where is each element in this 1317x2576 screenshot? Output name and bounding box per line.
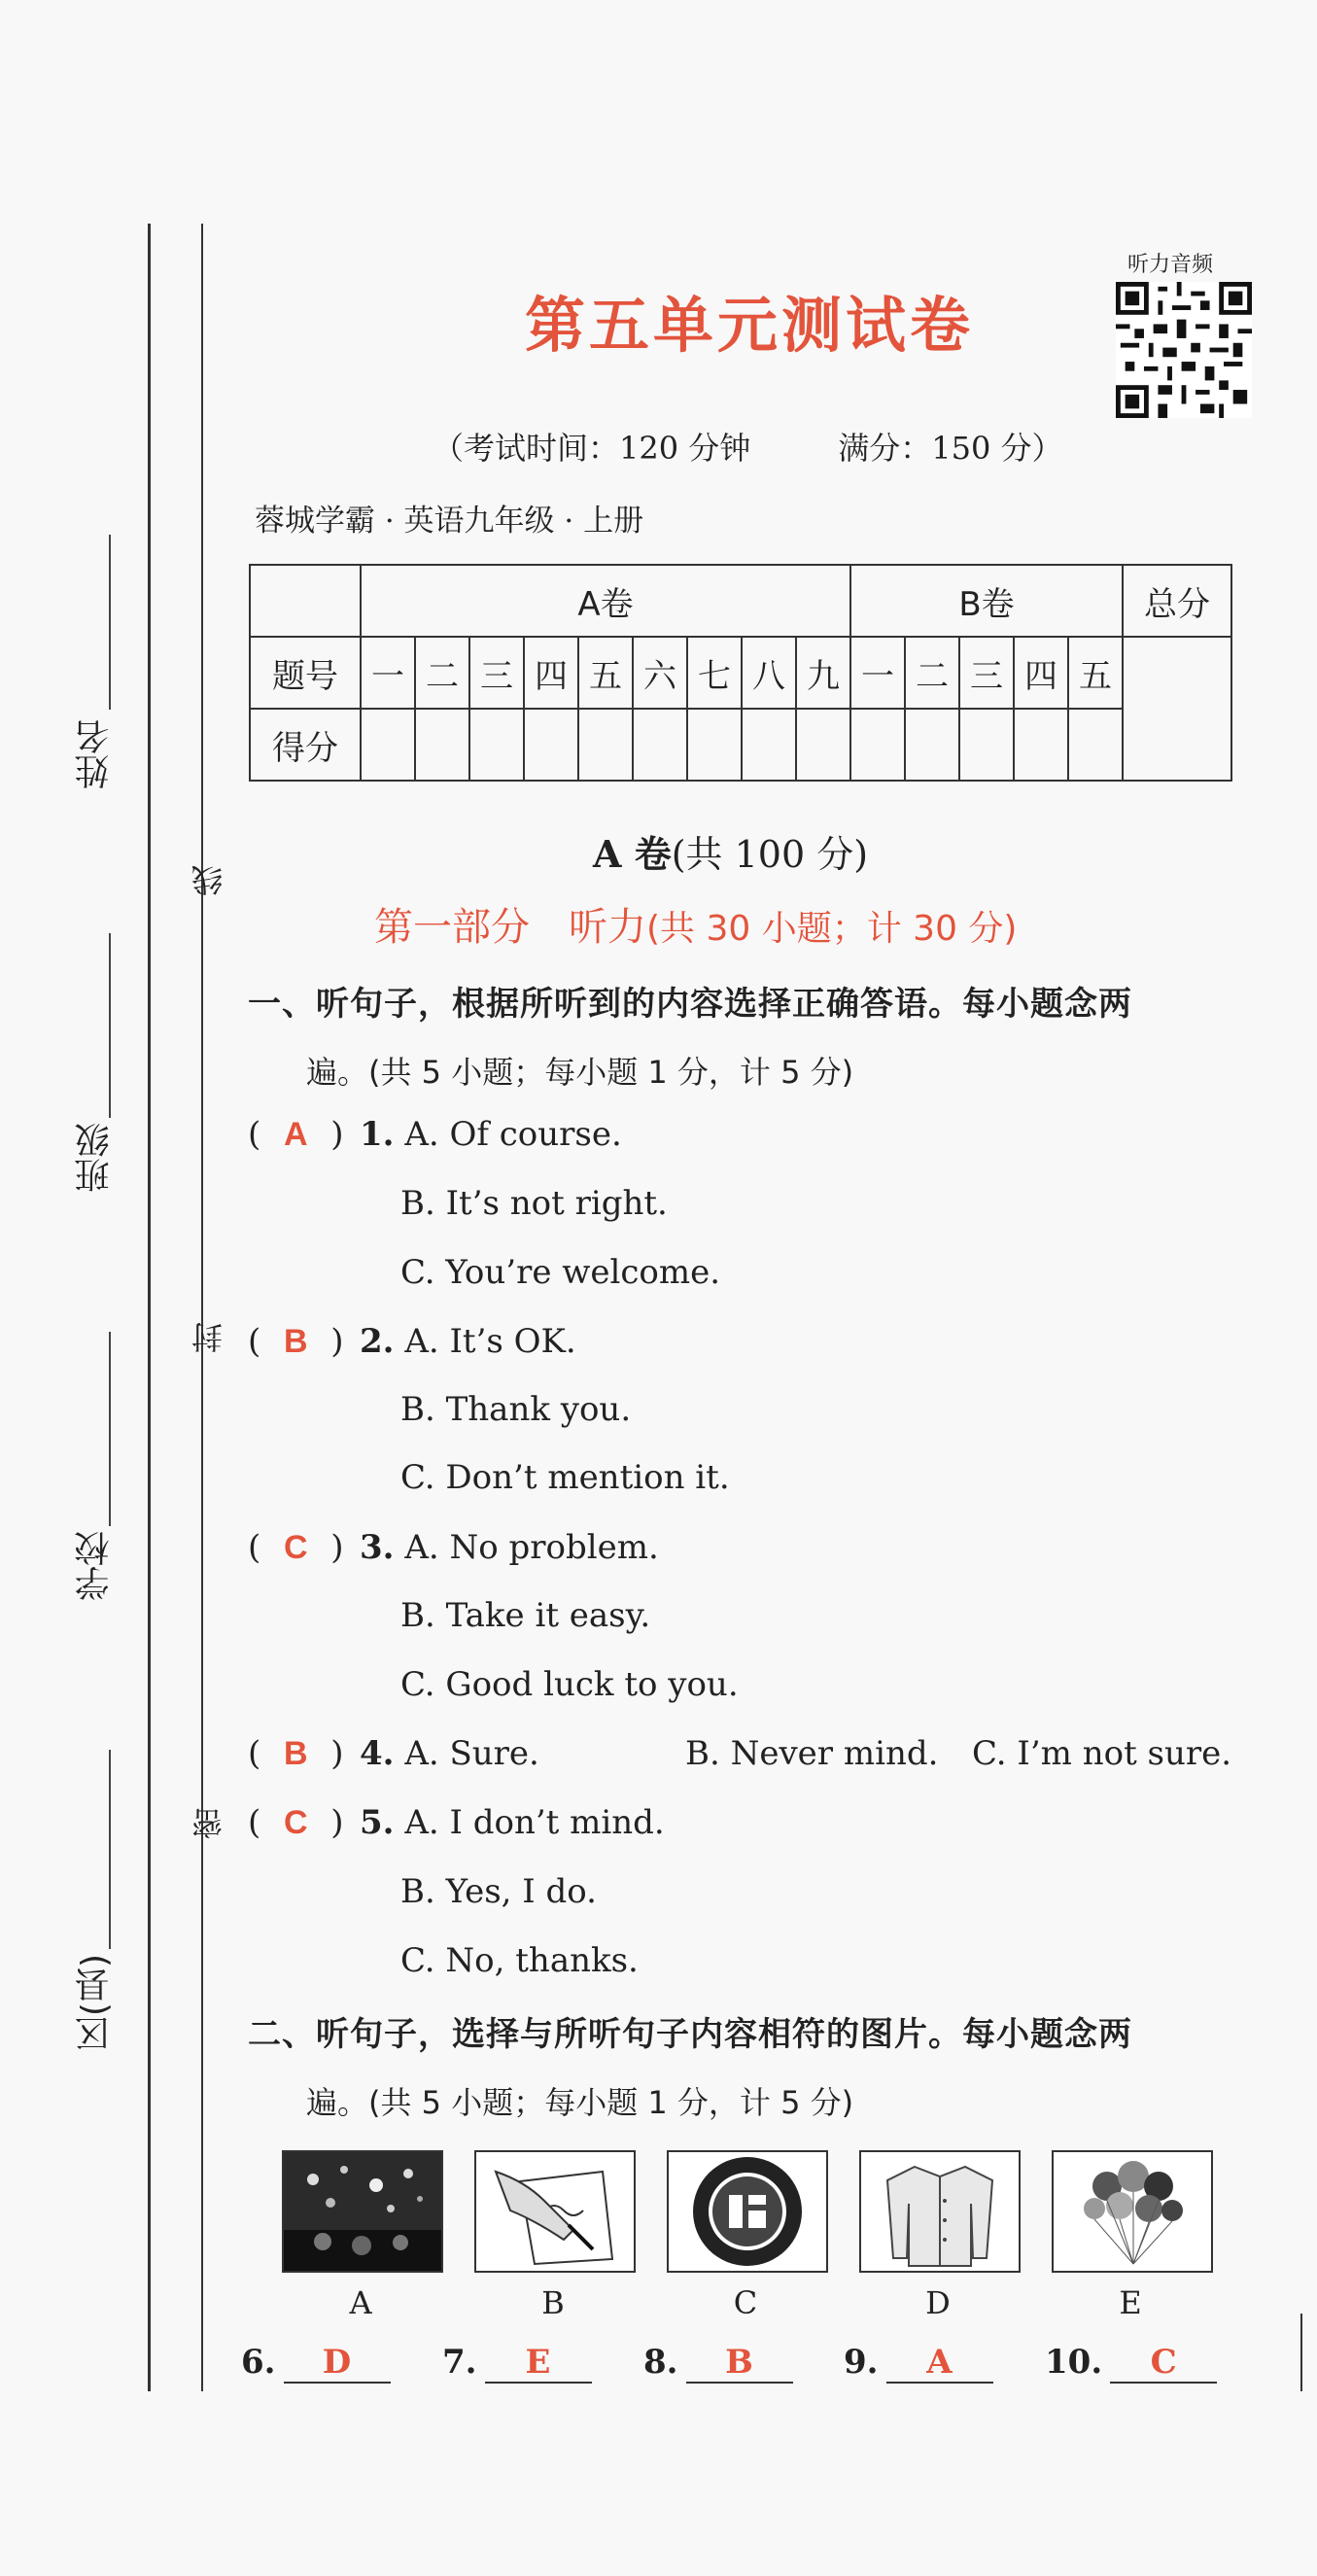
- score-cell[interactable]: [361, 709, 415, 781]
- class-label: 班级: [75, 1123, 115, 1193]
- page-title: 第五单元测试卷: [525, 290, 975, 361]
- blank-answer: C: [1110, 2343, 1217, 2384]
- answer-blank[interactable]: [844, 2343, 993, 2384]
- answer-paren: ( B ): [248, 1734, 344, 1773]
- blank-number: 8.: [643, 2343, 678, 2382]
- part1-heading: [374, 896, 1017, 952]
- question-number: 5.: [360, 1803, 395, 1842]
- score-cell[interactable]: [1068, 709, 1123, 781]
- option-b: B. It’s not right.: [400, 1184, 668, 1223]
- q2-instructions: 二、听句子，选择与所听句子内容相符的图片。每小题念两: [248, 2015, 1132, 2054]
- blank-answer: E: [485, 2343, 592, 2384]
- answer-blank[interactable]: [241, 2343, 391, 2384]
- question-item: [360, 1803, 665, 1842]
- b-section-header: B卷: [850, 565, 1123, 637]
- seal-mark-line: 线: [191, 865, 227, 896]
- balloons-icon[interactable]: [1052, 2150, 1213, 2273]
- exam-time: （考试时间：120 分钟: [433, 430, 751, 467]
- table-cell: 九: [796, 637, 850, 709]
- margin-line-inner: [201, 224, 203, 2391]
- question-item: [360, 1322, 576, 1361]
- class-field[interactable]: [109, 933, 111, 1118]
- score-cell[interactable]: [796, 709, 850, 781]
- total-header: 总分: [1123, 565, 1231, 637]
- exam-full-score: 满分：150 分）: [838, 430, 1063, 467]
- right-edge-line: [1300, 2314, 1302, 2391]
- option-c: C. You’re welcome.: [400, 1253, 721, 1292]
- district-label: 区(县): [75, 1954, 115, 2052]
- table-cell: 五: [578, 637, 633, 709]
- answer-mark: A: [283, 1116, 308, 1153]
- answer-blank[interactable]: [1045, 2343, 1217, 2384]
- qr-code-icon[interactable]: [1116, 282, 1252, 418]
- question-number-label: 题号: [250, 637, 361, 709]
- score-cell[interactable]: [687, 709, 742, 781]
- school-field[interactable]: [109, 1332, 111, 1526]
- score-cell[interactable]: [850, 709, 905, 781]
- picture-label: A: [349, 2284, 372, 2321]
- option-b: B. Never mind.: [685, 1734, 939, 1773]
- table-cell: 四: [524, 637, 578, 709]
- source-line: 蓉城学霸 · 英语九年级 · 上册: [255, 504, 644, 539]
- q1-instructions-cont: 遍。(共 5 小题；每小题 1 分，计 5 分): [306, 1054, 854, 1091]
- table-cell: 四: [1014, 637, 1068, 709]
- option-a: A. Sure.: [404, 1734, 539, 1773]
- sky-lanterns-photo[interactable]: [282, 2150, 443, 2273]
- blank-answer: B: [686, 2343, 793, 2384]
- picture-label: E: [1119, 2284, 1142, 2321]
- option-c: C. I’m not sure.: [972, 1734, 1232, 1773]
- school-label: 学校: [75, 1531, 115, 1601]
- option-a: A. It’s OK.: [404, 1322, 576, 1361]
- answer-mark: C: [283, 1529, 308, 1566]
- score-cell[interactable]: [959, 709, 1014, 781]
- answer-paren: ( B ): [248, 1322, 344, 1361]
- score-cell[interactable]: [1014, 709, 1068, 781]
- option-c: C. Good luck to you.: [400, 1665, 739, 1704]
- answer-mark: B: [283, 1323, 308, 1360]
- answer-blank[interactable]: [643, 2343, 793, 2384]
- table-cell: 三: [469, 637, 524, 709]
- district-field[interactable]: [109, 1750, 111, 1949]
- seal-mark-seal: 封: [191, 1322, 227, 1353]
- option-b: B. Yes, I do.: [400, 1872, 597, 1911]
- answer-mark: B: [283, 1735, 308, 1772]
- score-label: 得分: [250, 709, 361, 781]
- a-section-header: A卷: [361, 565, 850, 637]
- paper-cut-fu-icon[interactable]: [667, 2150, 828, 2273]
- question-number: 4.: [360, 1734, 395, 1773]
- table-cell: 八: [742, 637, 796, 709]
- exam-meta: [433, 424, 1151, 469]
- answer-paren: ( C ): [248, 1528, 344, 1567]
- option-a: A. I don’t mind.: [404, 1803, 665, 1842]
- answer-blank[interactable]: [442, 2343, 592, 2384]
- total-score-cell[interactable]: [1123, 637, 1231, 781]
- question-number: 1.: [360, 1115, 395, 1154]
- table-cell: 二: [905, 637, 959, 709]
- section-a-heading: [593, 824, 868, 878]
- q1-instructions: 一、听句子，根据所听到的内容选择正确答语。每小题念两: [248, 985, 1132, 1024]
- question-item: [360, 1115, 622, 1154]
- answer-mark: C: [283, 1804, 308, 1841]
- qr-label: 听力音频: [1127, 253, 1214, 277]
- name-field[interactable]: [109, 535, 111, 710]
- section-a-points: (共 100 分): [671, 833, 869, 876]
- table-cell: 七: [687, 637, 742, 709]
- blank-number: 9.: [844, 2343, 879, 2382]
- option-c: C. No, thanks.: [400, 1941, 639, 1980]
- picture-label: C: [733, 2284, 758, 2321]
- score-cell[interactable]: [633, 709, 687, 781]
- option-b: B. Thank you.: [400, 1390, 632, 1429]
- question-item: [360, 1528, 659, 1567]
- sweater-icon[interactable]: [859, 2150, 1021, 2273]
- score-cell[interactable]: [524, 709, 578, 781]
- blank-number: 7.: [442, 2343, 477, 2382]
- picture-label: D: [925, 2284, 951, 2321]
- margin-line-outer: [148, 224, 151, 2391]
- part1-label: 第一部分 听力: [374, 905, 646, 950]
- option-c: C. Don’t mention it.: [400, 1458, 730, 1497]
- blank-number: 10.: [1045, 2343, 1103, 2382]
- hand-writing-icon[interactable]: [474, 2150, 636, 2273]
- score-table: [249, 564, 1232, 782]
- question-number: 2.: [360, 1322, 395, 1361]
- section-a-label: A 卷: [593, 832, 672, 876]
- score-cell[interactable]: [469, 709, 524, 781]
- option-b: B. Take it easy.: [400, 1596, 651, 1635]
- q2-instructions-cont: 遍。(共 5 小题；每小题 1 分，计 5 分): [306, 2084, 854, 2121]
- table-cell: 二: [415, 637, 469, 709]
- score-cell[interactable]: [742, 709, 796, 781]
- score-cell[interactable]: [578, 709, 633, 781]
- blank-number: 6.: [241, 2343, 276, 2382]
- part1-points: (共 30 小题；计 30 分): [646, 909, 1018, 949]
- seal-mark-secret: 密: [191, 1808, 227, 1839]
- table-cell: 一: [361, 637, 415, 709]
- blank-answer: D: [284, 2343, 391, 2384]
- question-item: [360, 1734, 539, 1773]
- table-cell: 一: [850, 637, 905, 709]
- table-cell: 三: [959, 637, 1014, 709]
- table-cell: 六: [633, 637, 687, 709]
- table-cell: 五: [1068, 637, 1123, 709]
- score-cell[interactable]: [415, 709, 469, 781]
- score-cell[interactable]: [905, 709, 959, 781]
- option-a: A. Of course.: [404, 1115, 622, 1154]
- picture-label: B: [541, 2284, 565, 2321]
- option-a: A. No problem.: [404, 1528, 659, 1567]
- name-label: 姓名: [75, 719, 115, 789]
- question-number: 3.: [360, 1528, 395, 1567]
- blank-answer: A: [886, 2343, 993, 2384]
- answer-paren: ( C ): [248, 1803, 344, 1842]
- answer-paren: ( A ): [248, 1115, 344, 1154]
